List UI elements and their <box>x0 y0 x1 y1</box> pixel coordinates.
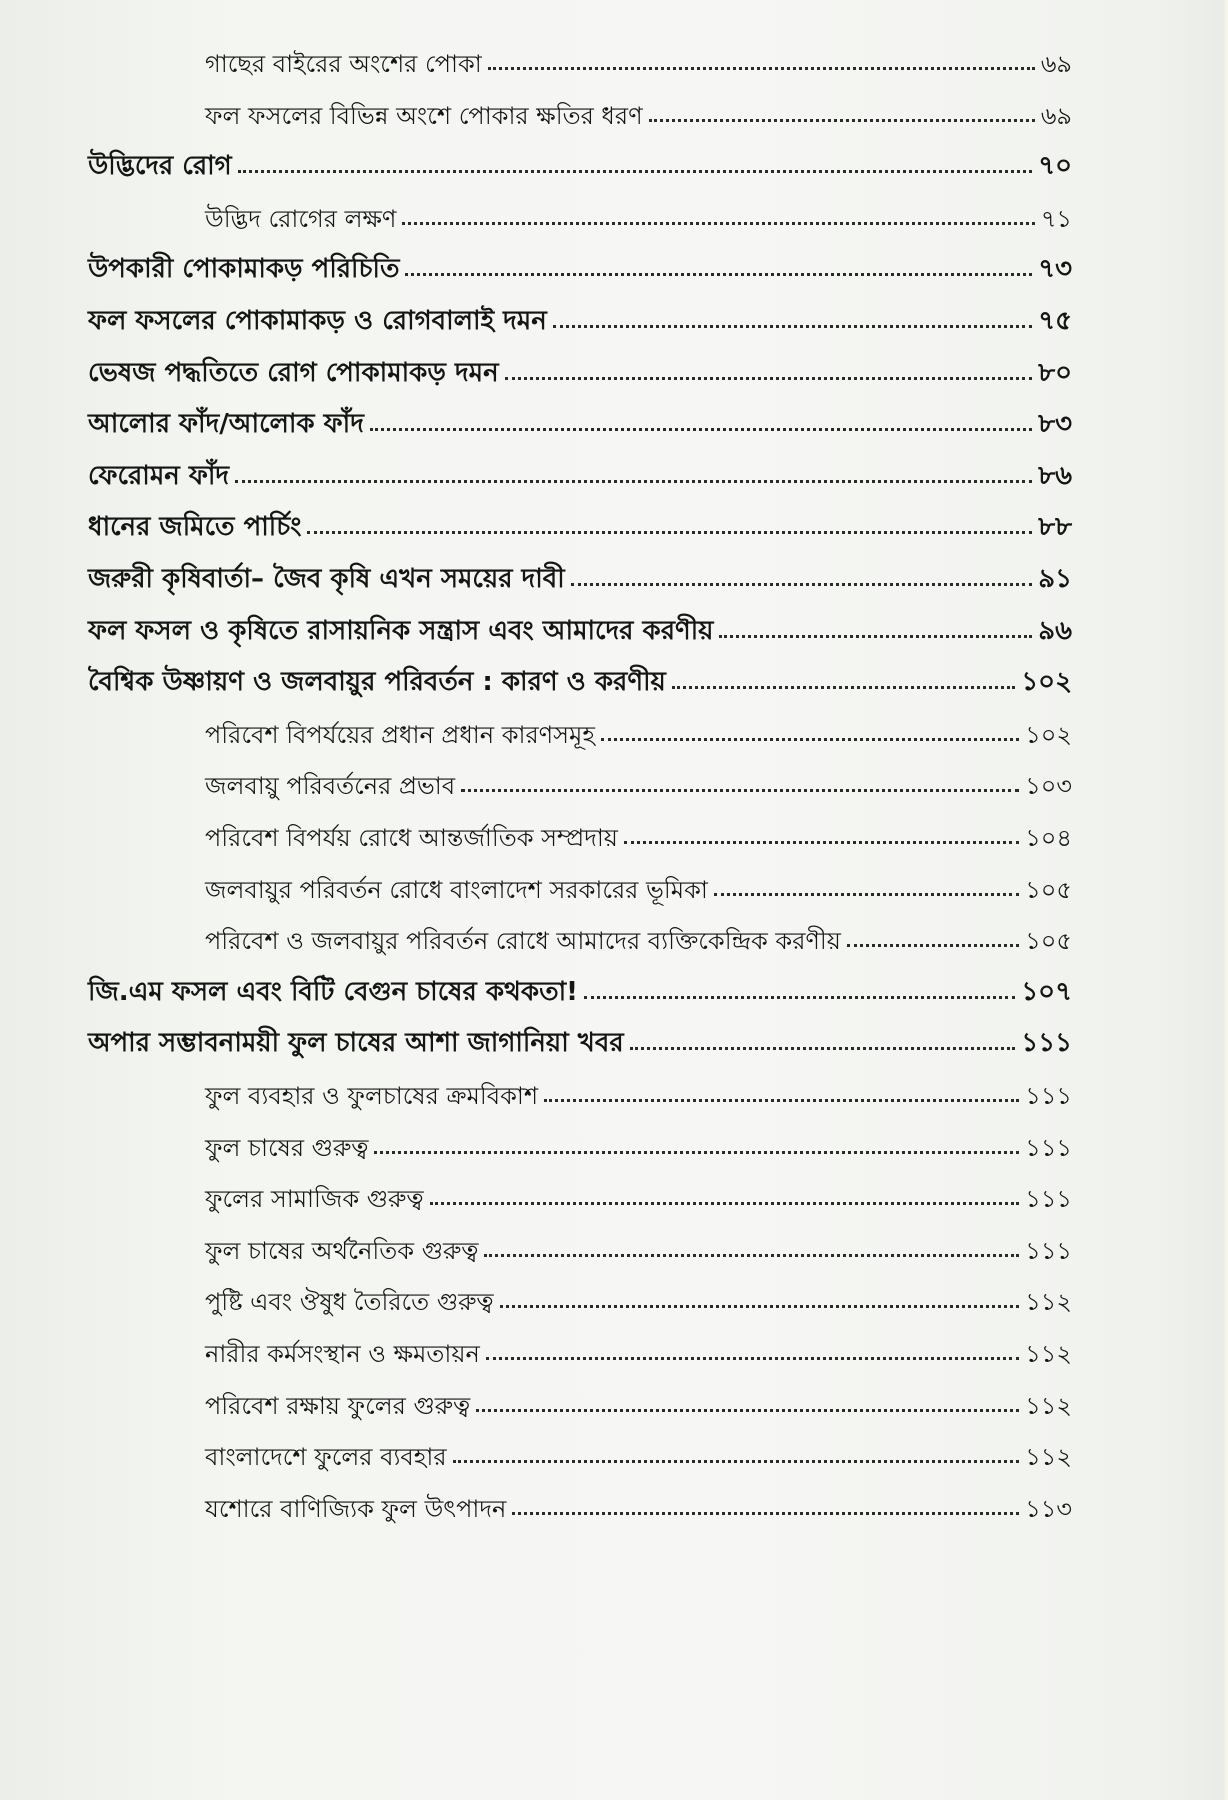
toc-entry-page-number: ১১১ <box>1025 1237 1072 1265</box>
toc-entry-page-number: ১১১ <box>1025 1185 1072 1213</box>
toc-entry-title: পরিবেশ বিপর্যয়ের প্রধান প্রধান কারণসমূহ <box>205 721 595 749</box>
toc-entry-page-number: ৬৯ <box>1040 50 1072 78</box>
toc-entry-sub[interactable] <box>205 1429 1072 1469</box>
dot-leader <box>714 893 1019 896</box>
toc-entry-page-number: ১০৫ <box>1025 876 1072 904</box>
toc-entry-main[interactable] <box>88 965 1072 1005</box>
toc-entry-page-number: ১০২ <box>1025 721 1072 749</box>
dot-leader <box>370 428 1032 431</box>
toc-entry-title: ফল ফসলের পোকামাকড় ও রোগবালাই দমন <box>88 306 547 336</box>
dot-leader <box>453 1460 1020 1463</box>
dot-leader <box>512 1512 1019 1515</box>
toc-entry-title: ফল ফসল ও কৃষিতে রাসায়নিক সন্ত্রাস এবং আমাদের করণীয় <box>88 616 714 646</box>
toc-entry-main[interactable] <box>88 1016 1072 1056</box>
dot-leader <box>601 738 1019 741</box>
toc-entry-sub[interactable] <box>205 191 1072 231</box>
toc-entry-sub[interactable] <box>205 1481 1072 1521</box>
toc-entry-page-number: ১০৭ <box>1021 977 1072 1007</box>
toc-entry-page-number: ১০২ <box>1021 667 1072 697</box>
dot-leader <box>672 686 1015 689</box>
toc-entry-page-number: ৭৫ <box>1038 306 1072 336</box>
toc-entry-title: উপকারী পোকামাকড় পরিচিতি <box>88 254 400 284</box>
toc-entry-main[interactable] <box>88 500 1072 540</box>
toc-entry-title: পরিবেশ বিপর্যয় রোধে আন্তর্জাতিক সম্প্রদায় <box>205 824 618 852</box>
toc-entry-main[interactable] <box>88 552 1072 592</box>
dot-leader <box>374 1151 1019 1154</box>
toc-entry-main[interactable] <box>88 397 1072 437</box>
toc-entry-page-number: ৬৯ <box>1040 102 1072 130</box>
toc-entry-title: ভেষজ পদ্ধতিতে রোগ পোকামাকড় দমন <box>88 358 499 388</box>
toc-entry-title: বাংলাদেশে ফুলের ব্যবহার <box>205 1443 447 1471</box>
toc-entry-title: পরিবেশ ও জলবায়ুর পরিবর্তন রোধে আমাদের ব্যক্তিকেন্দ্রিক করণীয় <box>205 927 841 955</box>
dot-leader <box>544 1099 1019 1102</box>
toc-entry-title: ফুলের সামাজিক গুরুত্ব <box>205 1185 424 1213</box>
dot-leader <box>553 325 1032 328</box>
dot-leader <box>649 119 1035 122</box>
toc-entry-page-number: ১১১ <box>1025 1082 1072 1110</box>
dot-leader <box>630 1047 1016 1050</box>
toc-entry-sub[interactable] <box>205 1223 1072 1263</box>
toc-entry-sub[interactable] <box>205 1326 1072 1366</box>
toc-entry-sub[interactable] <box>205 36 1072 76</box>
dot-leader <box>584 996 1015 999</box>
toc-entry-title: ফুল চাষের গুরুত্ব <box>205 1134 369 1162</box>
toc-entry-page-number: ৮৩ <box>1038 409 1072 439</box>
toc-entry-page-number: ৭০ <box>1038 151 1072 181</box>
dot-leader <box>500 1305 1020 1308</box>
toc-entry-sub[interactable] <box>205 1120 1072 1160</box>
dot-leader <box>238 170 1032 173</box>
toc-entry-page-number: ১০৫ <box>1025 927 1072 955</box>
dot-leader <box>476 1409 1019 1412</box>
toc-entry-sub[interactable] <box>205 1378 1072 1418</box>
toc-entry-page-number: ১১৩ <box>1025 1495 1072 1523</box>
dot-leader <box>571 583 1033 586</box>
toc-entry-title: আলোর ফাঁদ/আলোক ফাঁদ <box>88 409 364 439</box>
dot-leader <box>430 1202 1020 1205</box>
toc-entry-page-number: ৮৬ <box>1038 461 1072 491</box>
toc-entry-title: পুষ্টি এবং ঔষুধ তৈরিতে গুরুত্ব <box>205 1288 494 1316</box>
toc-entry-page-number: ১১২ <box>1025 1288 1072 1316</box>
dot-leader <box>484 1254 1019 1257</box>
toc-entry-title: যশোরে বাণিজ্যিক ফুল উৎপাদন <box>205 1495 507 1523</box>
toc-entry-main[interactable] <box>88 604 1072 644</box>
toc-entry-title: জি.এম ফসল এবং বিটি বেগুন চাষের কথকতা! <box>88 977 578 1007</box>
toc-entry-title: ধানের জমিতে পার্চিং <box>88 512 302 542</box>
toc-entry-sub[interactable] <box>205 862 1072 902</box>
toc-entry-main[interactable] <box>88 242 1072 282</box>
toc-entry-title: উদ্ভিদের রোগ <box>88 151 232 181</box>
dot-leader <box>719 635 1032 638</box>
toc-entry-page-number: ৭৩ <box>1038 254 1072 284</box>
toc-entry-page-number: ১১১ <box>1025 1134 1072 1162</box>
dot-leader <box>235 480 1032 483</box>
toc-entry-sub[interactable] <box>205 913 1072 953</box>
toc-entry-page-number: ৭১ <box>1040 205 1072 233</box>
toc-entry-title: অপার সম্ভাবনাময়ী ফুল চাষের আশা জাগানিয়া খবর <box>88 1028 624 1058</box>
toc-entry-page-number: ১১২ <box>1025 1443 1072 1471</box>
toc-entry-sub[interactable] <box>205 810 1072 850</box>
toc-entry-page-number: ৯১ <box>1038 564 1072 594</box>
dot-leader <box>847 944 1019 947</box>
toc-entry-sub[interactable] <box>205 758 1072 798</box>
toc-entry-title: জলবায়ুর পরিবর্তন রোধে বাংলাদেশ সরকারের ভূমিকা <box>205 876 708 904</box>
dot-leader <box>505 377 1033 380</box>
dot-leader <box>488 67 1035 70</box>
toc-entry-title: নারীর কর্মসংস্থান ও ক্ষমতায়ন <box>205 1340 480 1368</box>
dot-leader <box>624 841 1019 844</box>
toc-entry-title: ফুল চাষের অর্থনৈতিক গুরুত্ব <box>205 1237 479 1265</box>
toc-entry-main[interactable] <box>88 139 1072 179</box>
toc-entry-sub[interactable] <box>205 1274 1072 1314</box>
dot-leader <box>461 789 1019 792</box>
toc-entry-title: পরিবেশ রক্ষায় ফুলের গুরুত্ব <box>205 1392 471 1420</box>
dot-leader <box>307 531 1032 534</box>
toc-entry-page-number: ১১২ <box>1025 1392 1072 1420</box>
toc-entry-title: গাছের বাইরের অংশের পোকা <box>205 50 482 78</box>
toc-entry-main[interactable] <box>88 294 1072 334</box>
toc-entry-page-number: ১১২ <box>1025 1340 1072 1368</box>
toc-entry-main[interactable] <box>88 449 1072 489</box>
toc-entry-page-number: ৮৮ <box>1038 512 1072 542</box>
toc-entry-main[interactable] <box>88 346 1072 386</box>
toc-entry-title: উদ্ভিদ রোগের লক্ষণ <box>205 205 397 233</box>
dot-leader <box>402 222 1034 225</box>
toc-entry-title: ফুল ব্যবহার ও ফুলচাষের ক্রমবিকাশ <box>205 1082 539 1110</box>
toc-entry-sub[interactable] <box>205 1171 1072 1211</box>
toc-entry-title: জরুরী কৃষিবার্তা– জৈব কৃষি এখন সময়ের দাবী <box>88 564 565 594</box>
toc-entry-sub[interactable] <box>205 88 1072 128</box>
toc-entry-sub[interactable] <box>205 1068 1072 1108</box>
toc-entry-page-number: ১১১ <box>1021 1028 1072 1058</box>
toc-entry-page-number: ১০৪ <box>1025 824 1072 852</box>
toc-entry-page-number: ১০৩ <box>1025 772 1072 800</box>
toc-entry-main[interactable] <box>88 655 1072 695</box>
toc-entry-title: জলবায়ু পরিবর্তনের প্রভাব <box>205 772 456 800</box>
toc-entry-sub[interactable] <box>205 707 1072 747</box>
toc-entry-title: ফেরোমন ফাঁদ <box>88 461 230 491</box>
dot-leader <box>486 1357 1019 1360</box>
dot-leader <box>405 273 1032 276</box>
toc-entry-page-number: ৯৬ <box>1038 616 1072 646</box>
toc-entry-title: বৈশ্বিক উষ্ণায়ণ ও জলবায়ুর পরিবর্তন : কারণ ও করণীয় <box>88 667 666 697</box>
page-edge <box>1222 0 1228 1800</box>
toc-entry-page-number: ৮০ <box>1038 358 1072 388</box>
toc-entry-title: ফল ফসলের বিভিন্ন অংশে পোকার ক্ষতির ধরণ <box>205 102 643 130</box>
